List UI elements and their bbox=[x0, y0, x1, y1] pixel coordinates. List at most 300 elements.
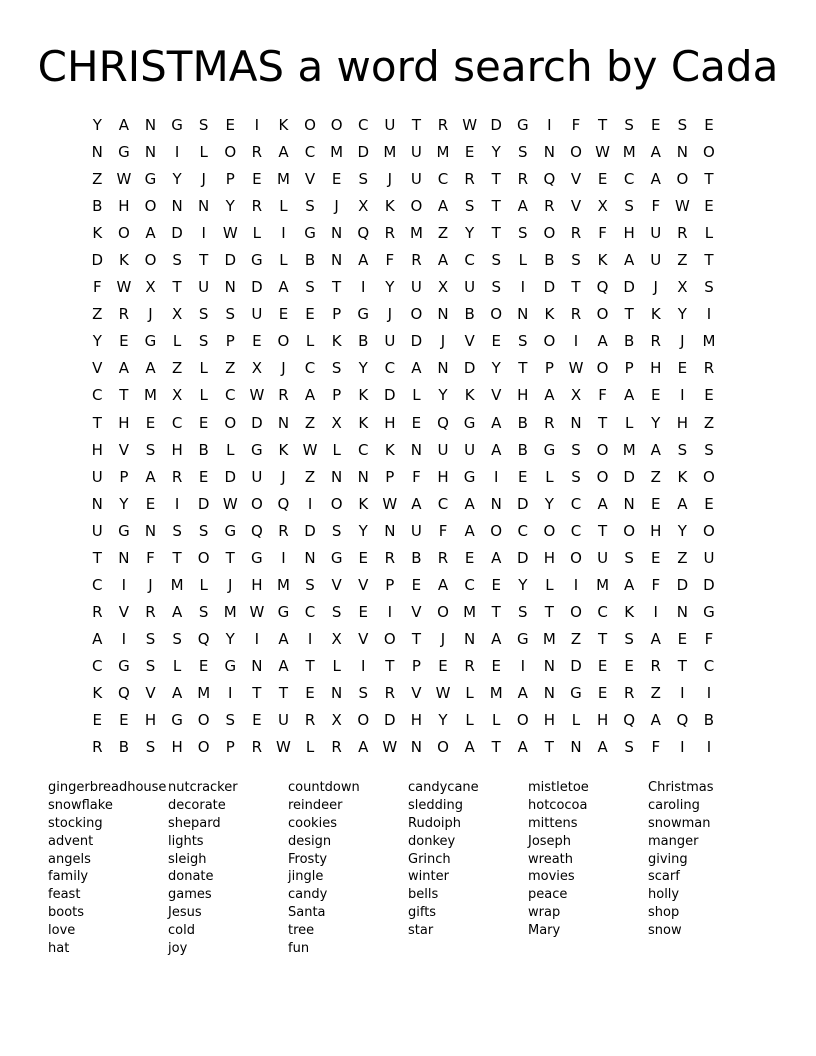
grid-letter: S bbox=[145, 629, 156, 648]
grid-letter: C bbox=[304, 143, 316, 162]
word-list-item: design bbox=[288, 833, 332, 849]
grid-letter: X bbox=[570, 386, 582, 405]
grid-row bbox=[84, 734, 734, 761]
grid-letter: E bbox=[597, 656, 608, 675]
grid-row bbox=[84, 382, 734, 409]
grid-letter: P bbox=[119, 467, 129, 486]
grid-letter: S bbox=[225, 305, 236, 324]
grid-letter: E bbox=[198, 656, 209, 675]
grid-letter: W bbox=[568, 359, 584, 378]
grid-letter: T bbox=[225, 548, 235, 567]
grid-letter: N bbox=[331, 467, 343, 486]
grid-letter: R bbox=[251, 197, 263, 216]
word-list-item: joy bbox=[168, 941, 188, 957]
grid-letter: K bbox=[92, 683, 103, 702]
grid-letter: Z bbox=[92, 170, 103, 189]
word-list-item: reindeer bbox=[288, 797, 343, 813]
grid-letter: B bbox=[624, 332, 635, 351]
grid-letter: S bbox=[172, 629, 182, 648]
grid-letter: C bbox=[597, 602, 608, 621]
grid-letter: I bbox=[680, 738, 685, 757]
word-list-item: winter bbox=[408, 869, 449, 885]
grid-letter: V bbox=[411, 683, 422, 702]
grid-letter: O bbox=[144, 197, 157, 216]
grid-letter: S bbox=[198, 305, 209, 324]
grid-row bbox=[84, 274, 734, 301]
grid-letter: N bbox=[171, 197, 183, 216]
grid-letter: Q bbox=[623, 711, 636, 730]
word-list-item: angels bbox=[48, 851, 91, 867]
grid-letter: M bbox=[330, 143, 344, 162]
grid-letter: Z bbox=[92, 305, 103, 324]
grid-letter: O bbox=[197, 711, 210, 730]
grid-letter: W bbox=[276, 738, 291, 757]
grid-letter: R bbox=[464, 656, 475, 675]
grid-letter: E bbox=[651, 494, 661, 513]
grid-letter: O bbox=[437, 738, 449, 757]
grid-letter: I bbox=[307, 629, 313, 648]
grid-letter: O bbox=[676, 170, 689, 189]
word-list-item: Frosty bbox=[288, 851, 328, 867]
grid-letter: A bbox=[464, 521, 475, 540]
grid-letter: X bbox=[145, 278, 156, 297]
grid-letter: K bbox=[331, 332, 342, 351]
grid-letter: Z bbox=[677, 548, 688, 567]
grid-letter: S bbox=[172, 251, 182, 270]
grid-letter: N bbox=[144, 116, 157, 134]
grid-letter: L bbox=[305, 738, 315, 757]
grid-letter: Y bbox=[172, 170, 182, 189]
grid-letter: G bbox=[251, 251, 263, 270]
grid-letter: C bbox=[570, 521, 582, 540]
grid-letter: A bbox=[145, 224, 156, 243]
grid-letter: R bbox=[677, 224, 688, 243]
word-list-item: caroling bbox=[648, 797, 700, 813]
grid-letter: L bbox=[226, 440, 235, 459]
grid-letter: S bbox=[198, 521, 209, 540]
word-list-item: advent bbox=[48, 833, 94, 849]
grid-letter: R bbox=[118, 305, 130, 324]
grid-letter: N bbox=[91, 494, 103, 513]
grid-letter: Z bbox=[570, 629, 582, 648]
grid-letter: D bbox=[197, 494, 210, 513]
grid-letter: S bbox=[358, 170, 368, 189]
grid-letter: X bbox=[331, 629, 342, 648]
grid-letter: N bbox=[410, 738, 423, 757]
grid-row bbox=[84, 328, 734, 355]
grid-letter: V bbox=[491, 386, 502, 405]
grid-letter: N bbox=[437, 305, 449, 324]
word-list-item: shepard bbox=[168, 815, 221, 831]
word-list-item: gifts bbox=[408, 905, 437, 921]
grid-row bbox=[84, 518, 734, 545]
grid-letter: A bbox=[544, 386, 555, 405]
grid-letter: O bbox=[144, 251, 157, 270]
grid-letter: C bbox=[703, 656, 715, 675]
grid-letter: V bbox=[358, 575, 369, 594]
grid-letter: Y bbox=[119, 494, 129, 513]
grid-letter: X bbox=[171, 386, 183, 405]
grid-letter: H bbox=[437, 467, 449, 486]
grid-letter: R bbox=[437, 548, 449, 567]
grid-letter: M bbox=[170, 575, 184, 594]
word-list-item: love bbox=[48, 923, 76, 939]
grid-letter: K bbox=[597, 251, 608, 270]
grid-letter: F bbox=[438, 521, 448, 540]
grid-letter: I bbox=[573, 575, 579, 594]
grid-letter: E bbox=[704, 197, 714, 216]
grid-letter: S bbox=[571, 251, 581, 270]
grid-letter: J bbox=[148, 575, 153, 594]
grid-letter: N bbox=[331, 224, 343, 243]
word-list-item: manger bbox=[648, 833, 699, 849]
grid-letter: O bbox=[277, 332, 290, 351]
grid-letter: T bbox=[677, 656, 687, 675]
grid-letter: G bbox=[570, 683, 582, 702]
grid-letter: Y bbox=[677, 521, 687, 540]
grid-letter: I bbox=[520, 278, 526, 297]
grid-letter: T bbox=[491, 738, 501, 757]
grid-letter: J bbox=[334, 197, 339, 216]
grid-letter: U bbox=[91, 521, 103, 540]
grid-letter: G bbox=[251, 440, 263, 459]
grid-letter: S bbox=[571, 467, 581, 486]
grid-letter: O bbox=[410, 305, 423, 324]
grid-letter: Q bbox=[357, 224, 370, 243]
grid-row bbox=[84, 301, 734, 328]
grid-letter: O bbox=[596, 359, 609, 378]
grid-letter: W bbox=[249, 602, 265, 621]
grid-letter: G bbox=[144, 170, 157, 189]
grid-letter: L bbox=[199, 359, 208, 378]
word-list-item: family bbox=[48, 869, 89, 885]
word-list-item: Rudoiph bbox=[408, 815, 461, 831]
grid-letter: N bbox=[331, 251, 343, 270]
grid-letter: X bbox=[358, 197, 369, 216]
grid-letter: R bbox=[570, 305, 582, 324]
grid-letter: A bbox=[517, 197, 528, 216]
grid-letter: D bbox=[703, 575, 715, 594]
grid-letter: C bbox=[171, 413, 183, 432]
grid-letter: P bbox=[225, 332, 235, 351]
grid-letter: I bbox=[121, 629, 127, 648]
grid-letter: E bbox=[464, 548, 475, 567]
grid-letter: V bbox=[304, 170, 316, 189]
grid-letter: V bbox=[464, 332, 475, 351]
grid-letter: W bbox=[222, 224, 238, 243]
grid-letter: L bbox=[545, 467, 554, 486]
grid-letter: E bbox=[677, 359, 688, 378]
grid-letter: T bbox=[597, 521, 608, 540]
grid-letter: P bbox=[385, 575, 395, 594]
grid-letter: O bbox=[383, 629, 396, 648]
grid-letter: K bbox=[358, 386, 369, 405]
word-list bbox=[48, 779, 768, 958]
grid-letter: A bbox=[145, 467, 156, 486]
word-list-item: mistletoe bbox=[528, 780, 589, 795]
grid-letter: Q bbox=[676, 711, 689, 730]
grid-letter: N bbox=[543, 683, 555, 702]
grid-letter: I bbox=[281, 224, 286, 243]
grid-letter: I bbox=[228, 683, 233, 702]
grid-letter: P bbox=[624, 359, 634, 378]
grid-letter: R bbox=[544, 413, 555, 432]
grid-letter: U bbox=[410, 170, 422, 189]
grid-letter: N bbox=[384, 521, 396, 540]
grid-letter: D bbox=[304, 521, 316, 540]
grid-letter: A bbox=[464, 494, 475, 513]
grid-letter: U bbox=[384, 116, 396, 134]
grid-letter: A bbox=[278, 143, 289, 162]
grid-letter: R bbox=[304, 711, 316, 730]
grid-letter: T bbox=[544, 738, 554, 757]
grid-letter: E bbox=[119, 332, 129, 351]
grid-letter: H bbox=[623, 224, 635, 243]
word-list-item: Santa bbox=[288, 905, 326, 921]
grid-letter: I bbox=[361, 656, 366, 675]
grid-letter: B bbox=[304, 251, 316, 270]
grid-letter: N bbox=[517, 305, 529, 324]
grid-letter: Q bbox=[197, 629, 210, 648]
grid-letter: O bbox=[250, 494, 263, 513]
grid-letter: E bbox=[252, 332, 262, 351]
grid-letter: I bbox=[387, 602, 393, 621]
grid-letter: V bbox=[570, 197, 582, 216]
grid-letter: N bbox=[543, 143, 555, 162]
grid-letter: Y bbox=[358, 359, 368, 378]
grid-letter: U bbox=[650, 251, 662, 270]
grid-letter: H bbox=[384, 413, 396, 432]
grid-letter: A bbox=[650, 143, 661, 162]
grid-letter: E bbox=[491, 575, 501, 594]
grid-letter: E bbox=[411, 413, 422, 432]
grid-letter: I bbox=[174, 494, 180, 513]
grid-letter: G bbox=[463, 467, 476, 486]
word-column bbox=[648, 779, 768, 958]
grid-letter: S bbox=[518, 224, 528, 243]
grid-letter: L bbox=[172, 332, 182, 351]
grid-letter: Y bbox=[491, 359, 501, 378]
grid-letter: B bbox=[118, 738, 130, 757]
grid-letter: K bbox=[118, 251, 129, 270]
grid-letter: S bbox=[172, 521, 182, 540]
word-list-item: wrap bbox=[528, 905, 561, 921]
word-list-item: feast bbox=[48, 887, 81, 903]
grid-letter: J bbox=[201, 170, 206, 189]
word-list-item: candy bbox=[288, 887, 328, 903]
grid-letter: W bbox=[382, 738, 398, 757]
grid-letter: O bbox=[596, 440, 609, 459]
grid-letter: S bbox=[305, 197, 315, 216]
grid-letter: V bbox=[145, 683, 156, 702]
grid-letter: H bbox=[650, 359, 662, 378]
grid-letter: J bbox=[387, 305, 393, 324]
grid-letter: A bbox=[358, 251, 369, 270]
grid-letter: V bbox=[118, 602, 130, 621]
grid-letter: A bbox=[437, 251, 449, 270]
grid-letter: L bbox=[199, 575, 208, 594]
grid-letter: E bbox=[305, 683, 315, 702]
word-list-item: star bbox=[408, 923, 434, 939]
grid-letter: X bbox=[677, 278, 688, 297]
grid-letter: S bbox=[331, 521, 342, 540]
grid-letter: D bbox=[676, 575, 689, 594]
grid-letter: G bbox=[304, 224, 316, 243]
grid-letter: M bbox=[489, 683, 503, 702]
grid-letter: E bbox=[491, 332, 501, 351]
grid-letter: Y bbox=[358, 521, 368, 540]
grid-letter: T bbox=[172, 548, 182, 567]
grid-letter: R bbox=[464, 170, 475, 189]
grid-letter: R bbox=[92, 738, 103, 757]
grid-letter: Y bbox=[92, 116, 102, 134]
grid-letter: T bbox=[597, 116, 608, 134]
grid-letter: C bbox=[357, 440, 369, 459]
grid-letter: Q bbox=[117, 683, 130, 702]
grid-letter: U bbox=[410, 278, 422, 297]
word-list-item: snowman bbox=[648, 815, 711, 831]
grid-letter: E bbox=[651, 386, 661, 405]
grid-letter: Y bbox=[225, 197, 235, 216]
grid-letter: Z bbox=[225, 359, 236, 378]
grid-letter: Z bbox=[171, 359, 183, 378]
grid-letter: C bbox=[304, 602, 316, 621]
grid-letter: D bbox=[463, 359, 476, 378]
word-list-item: gingerbreadhouse bbox=[48, 780, 167, 795]
grid-letter: F bbox=[598, 386, 607, 405]
grid-row bbox=[84, 220, 734, 247]
grid-letter: I bbox=[493, 467, 499, 486]
grid-letter: S bbox=[491, 278, 501, 297]
grid-letter: K bbox=[278, 116, 289, 134]
grid-letter: Q bbox=[596, 278, 609, 297]
word-list-item: wreath bbox=[528, 851, 573, 867]
grid-letter: N bbox=[277, 413, 290, 432]
grid-letter: R bbox=[92, 602, 103, 621]
grid-letter: Y bbox=[438, 711, 448, 730]
grid-letter: N bbox=[676, 143, 688, 162]
grid-letter: O bbox=[543, 521, 556, 540]
word-list-item: tree bbox=[288, 923, 315, 939]
grid-letter: A bbox=[624, 386, 635, 405]
grid-letter: A bbox=[437, 575, 449, 594]
grid-letter: E bbox=[411, 575, 422, 594]
grid-row bbox=[84, 166, 734, 193]
grid-letter: A bbox=[597, 738, 608, 757]
word-list-item: Christmas bbox=[648, 780, 714, 795]
grid-letter: F bbox=[651, 197, 661, 216]
grid-letter: T bbox=[597, 629, 608, 648]
grid-letter: W bbox=[382, 494, 398, 513]
word-list-item: shop bbox=[648, 905, 680, 921]
grid-letter: R bbox=[384, 224, 396, 243]
grid-letter: H bbox=[543, 548, 556, 567]
grid-letter: Y bbox=[677, 305, 687, 324]
grid-letter: D bbox=[410, 332, 423, 351]
grid-letter: I bbox=[706, 683, 712, 702]
grid-letter: H bbox=[91, 440, 103, 459]
grid-letter: Y bbox=[465, 224, 475, 243]
grid-letter: J bbox=[148, 305, 153, 324]
grid-letter: B bbox=[358, 332, 369, 351]
grid-letter: Y bbox=[438, 386, 448, 405]
grid-letter: Y bbox=[491, 143, 501, 162]
grid-letter: A bbox=[358, 738, 369, 757]
grid-letter: O bbox=[437, 602, 449, 621]
grid-letter: J bbox=[653, 278, 658, 297]
grid-letter: X bbox=[597, 197, 608, 216]
grid-letter: G bbox=[357, 305, 370, 324]
grid-letter: T bbox=[305, 656, 315, 675]
grid-letter: E bbox=[252, 711, 262, 730]
grid-letter: O bbox=[543, 332, 556, 351]
grid-letter: I bbox=[573, 332, 579, 351]
grid-letter: S bbox=[571, 440, 581, 459]
grid-letter: J bbox=[440, 332, 446, 351]
grid-letter: T bbox=[491, 170, 501, 189]
grid-letter: Z bbox=[650, 683, 661, 702]
grid-letter: O bbox=[304, 116, 316, 134]
grid-letter: A bbox=[517, 683, 528, 702]
grid-letter: K bbox=[92, 224, 103, 243]
grid-letter: D bbox=[384, 711, 396, 730]
grid-letter: D bbox=[251, 413, 263, 432]
grid-letter: C bbox=[437, 494, 449, 513]
grid-letter: G bbox=[224, 521, 237, 540]
grid-letter: S bbox=[198, 116, 209, 134]
grid-letter: U bbox=[597, 548, 609, 567]
grid-letter: K bbox=[677, 467, 688, 486]
word-list-item: sledding bbox=[408, 797, 463, 813]
grid-letter: U bbox=[384, 332, 396, 351]
grid-letter: R bbox=[171, 467, 183, 486]
grid-letter: T bbox=[624, 305, 634, 324]
grid-letter: O bbox=[596, 467, 609, 486]
grid-letter: Y bbox=[92, 332, 102, 351]
grid-letter: E bbox=[704, 494, 714, 513]
grid-letter: O bbox=[516, 711, 529, 730]
grid-letter: T bbox=[491, 224, 501, 243]
grid-letter: U bbox=[464, 278, 476, 297]
grid-letter: D bbox=[543, 278, 556, 297]
grid-letter: X bbox=[251, 359, 262, 378]
grid-letter: N bbox=[357, 467, 369, 486]
grid-letter: T bbox=[119, 386, 129, 405]
word-list-item: Jesus bbox=[168, 905, 202, 921]
grid-letter: V bbox=[331, 575, 342, 594]
grid-letter: R bbox=[384, 548, 396, 567]
grid-letter: C bbox=[623, 170, 635, 189]
word-column bbox=[288, 779, 408, 958]
grid-letter: R bbox=[384, 683, 396, 702]
grid-letter: M bbox=[409, 224, 423, 243]
word-list-item: holly bbox=[648, 887, 680, 903]
grid-letter: G bbox=[118, 143, 130, 162]
grid-letter: S bbox=[704, 278, 714, 297]
grid-letter: R bbox=[278, 521, 289, 540]
grid-letter: E bbox=[305, 305, 315, 324]
grid-letter: V bbox=[92, 359, 103, 378]
grid-letter: O bbox=[703, 467, 715, 486]
grid-letter: A bbox=[278, 278, 289, 297]
grid-letter: V bbox=[358, 629, 369, 648]
grid-letter: A bbox=[171, 683, 183, 702]
grid-letter: J bbox=[387, 170, 393, 189]
grid-letter: N bbox=[410, 440, 423, 459]
grid-letter: Z bbox=[437, 224, 449, 243]
grid-letter: O bbox=[570, 143, 582, 162]
grid-letter: J bbox=[680, 332, 685, 351]
